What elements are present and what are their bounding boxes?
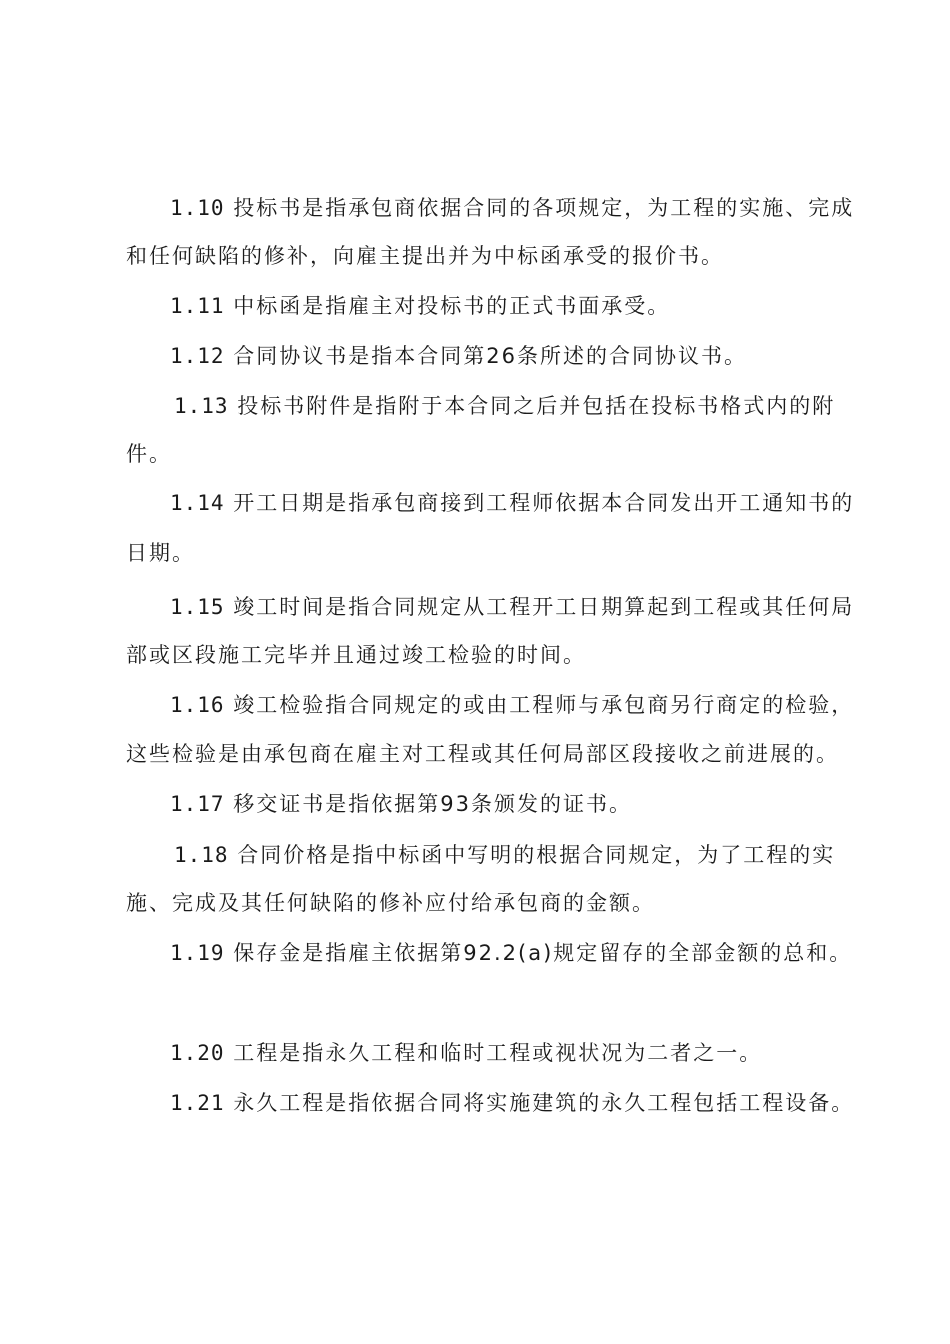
clause-text: 部或区段施工完毕并且通过竣工检验的时间。 bbox=[126, 643, 586, 667]
clause-text: 和任何缺陷的修补，向雇主提出并为中标函承受的报价书。 bbox=[126, 244, 724, 268]
clause-text: 开工日期是指承包商接到工程师依据本合同发出开工通知书的 bbox=[233, 491, 855, 515]
clause-number: 1.20 bbox=[170, 1041, 225, 1065]
clause-text: 竣工时间是指合同规定从工程开工日期算起到工程或其任何局 bbox=[233, 595, 855, 619]
clause-number: 1.16 bbox=[170, 693, 225, 717]
clause-text: 竣工检验指合同规定的或由工程师与承包商另行商定的检验， bbox=[233, 693, 855, 717]
clause-number: 1.15 bbox=[170, 595, 225, 619]
clause-text: 投标书是指承包商依据合同的各项规定，为工程的实施、完成 bbox=[233, 196, 855, 220]
paragraph-1-21 bbox=[170, 1090, 854, 1116]
clause-text: 永久工程是指依据合同将实施建筑的永久工程包括工程设备。 bbox=[233, 1091, 855, 1115]
paragraph-1-10-line-1 bbox=[170, 195, 854, 221]
clause-text: 投标书附件是指附于本合同之后并包括在投标书格式内的附 bbox=[237, 394, 836, 418]
clause-text: 保存金是指雇主依据第92.2(a)规定留存的全部金额的总和。 bbox=[233, 941, 853, 965]
clause-text: 移交证书是指依据第93条颁发的证书。 bbox=[233, 792, 632, 816]
clause-number: 1.13 bbox=[174, 394, 229, 418]
paragraph-1-20 bbox=[170, 1040, 762, 1066]
paragraph-1-19 bbox=[170, 940, 852, 966]
clause-text: 件。 bbox=[126, 442, 172, 466]
clause-number: 1.17 bbox=[170, 792, 225, 816]
paragraph-1-16-line-1 bbox=[170, 692, 854, 718]
clause-text: 中标函是指雇主对投标书的正式书面承受。 bbox=[233, 294, 671, 318]
paragraph-1-10-line-2 bbox=[126, 243, 724, 269]
clause-number: 1.19 bbox=[170, 941, 225, 965]
paragraph-1-14-line-1 bbox=[170, 490, 854, 516]
paragraph-1-13-line-1 bbox=[174, 393, 835, 419]
paragraph-1-17 bbox=[170, 791, 632, 817]
paragraph-1-15-line-1 bbox=[170, 594, 854, 620]
clause-number: 1.14 bbox=[170, 491, 225, 515]
clause-number: 1.18 bbox=[174, 843, 229, 867]
clause-text: 这些检验是由承包商在雇主对工程或其任何局部区段接收之前进展的。 bbox=[126, 742, 839, 766]
clause-text: 工程是指永久工程和临时工程或视状况为二者之一。 bbox=[233, 1041, 763, 1065]
clause-number: 1.21 bbox=[170, 1091, 225, 1115]
paragraph-1-12 bbox=[170, 343, 747, 369]
paragraph-1-11 bbox=[170, 293, 670, 319]
clause-text: 合同价格是指中标函中写明的根据合同规定，为了工程的实 bbox=[237, 843, 836, 867]
paragraph-1-18-line-1 bbox=[174, 842, 835, 868]
clause-text: 合同协议书是指本合同第26条所述的合同协议书。 bbox=[233, 344, 747, 368]
clause-number: 1.12 bbox=[170, 344, 225, 368]
paragraph-1-15-line-2 bbox=[126, 642, 586, 668]
clause-text: 施、完成及其任何缺陷的修补应付给承包商的金额。 bbox=[126, 891, 655, 915]
clause-text: 日期。 bbox=[126, 541, 195, 565]
paragraph-1-16-line-2 bbox=[126, 741, 839, 767]
paragraph-1-14-line-2 bbox=[126, 540, 195, 566]
paragraph-1-13-line-2 bbox=[126, 441, 172, 467]
clause-number: 1.10 bbox=[170, 196, 225, 220]
clause-number: 1.11 bbox=[170, 294, 225, 318]
paragraph-1-18-line-2 bbox=[126, 890, 655, 916]
